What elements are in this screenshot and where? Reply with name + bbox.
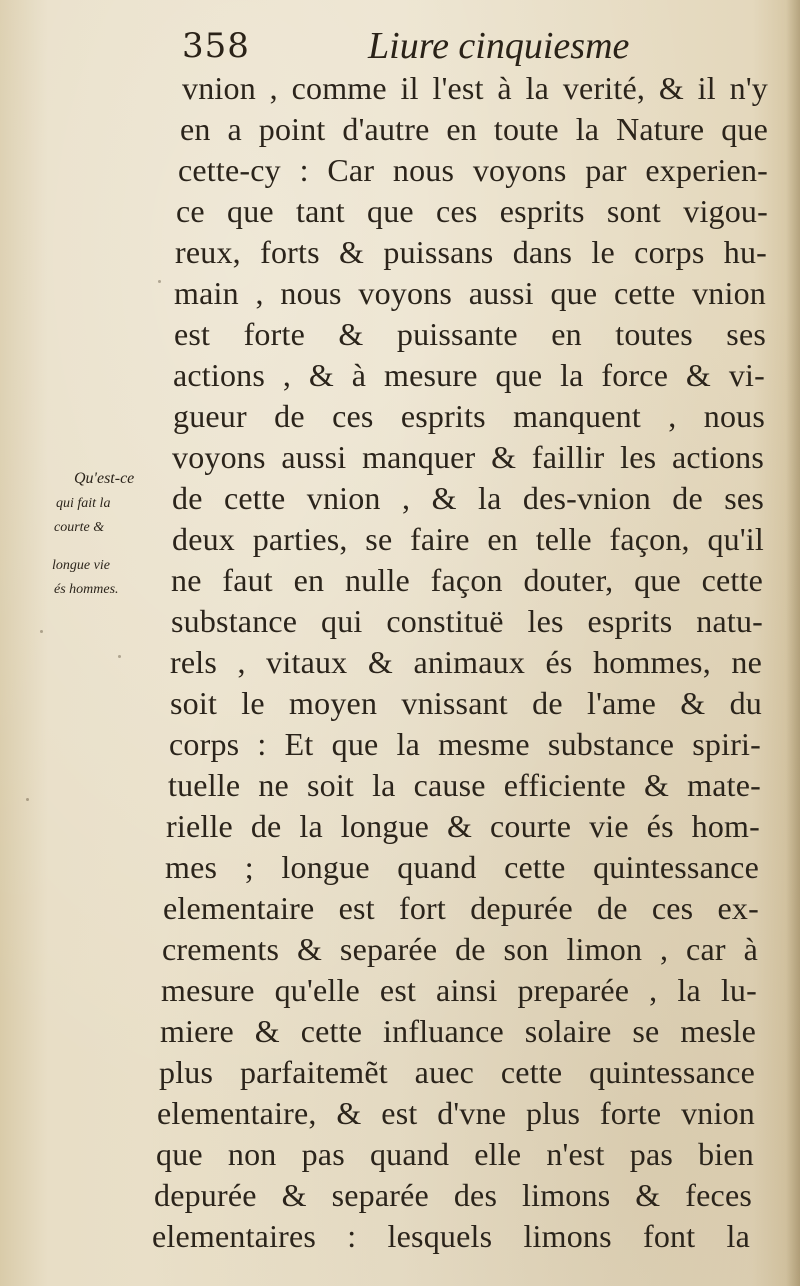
body-line: mes ; longue quand cette quintessance [165,849,759,885]
body-line: rels , vitaux & animaux és hommes, ne [170,644,762,680]
paper-speck [40,630,43,633]
running-title: Liure cinquiesme [368,25,630,67]
page-header [180,22,700,72]
margin-note [52,470,162,630]
paper-speck [26,798,29,801]
body-line: rielle de la longue & courte vie és hom- [166,808,760,844]
margin-note-line: és hommes. [54,582,119,597]
body-line: main , nous voyons aussi que cette vnion [174,275,766,311]
margin-note-line: longue vie [52,558,110,573]
body-line: en a point d'autre en toute la Nature que [180,111,768,147]
paper-speck [158,280,161,283]
body-line: gueur de ces esprits manquent , nous [173,398,765,434]
body-line: de cette vnion , & la des-vnion de ses [172,480,764,516]
margin-note-line: courte & [54,520,105,535]
body-line: soit le moyen vnissant de l'ame & du [170,685,762,721]
body-line: ce que tant que ces esprits sont vigou- [176,193,768,229]
main-text-block [148,70,768,1270]
page-edge-shadow [786,0,800,1286]
body-line: voyons aussi manquer & faillir les actions [172,439,764,475]
page-number: 358 [182,26,250,66]
paper-speck [118,655,121,658]
body-line: miere & cette influance solaire se mesle [160,1013,756,1049]
body-line: plus parfaitemẽt auec cette quintessance [159,1054,755,1090]
body-line: ne faut en nulle façon douter, que cette [171,562,763,598]
margin-note-line: Qu'est-ce [74,470,135,487]
body-line: que non pas quand elle n'est pas bien [156,1136,754,1172]
body-line: elementaire est fort depurée de ces ex- [163,890,759,926]
body-line: elementaires : lesquels limons font la [152,1218,750,1254]
body-line: elementaire, & est d'vne plus forte vnion [157,1095,755,1131]
body-line: corps : Et que la mesme substance spiri- [169,726,761,762]
body-line: substance qui constituë les esprits natu- [171,603,763,639]
body-line: cette-cy : Car nous voyons par experien- [178,152,768,188]
body-line: deux parties, se faire en telle façon, qu'il [172,521,764,557]
body-line: actions , & à mesure que la force & vi- [173,357,765,393]
body-line: reux, forts & puissans dans le corps hu- [175,234,767,270]
body-line: est forte & puissante en toutes ses [174,316,766,352]
body-line: mesure qu'elle est ainsi preparée , la lu- [161,972,757,1008]
margin-note-line: qui fait la [56,496,111,511]
body-line: depurée & separée des limons & feces [154,1177,752,1213]
body-line: vnion , comme il l'est à la verité, & il n'y [182,70,768,106]
body-line: crements & separée de son limon , car à [162,931,758,967]
body-line: tuelle ne soit la cause efficiente & mate- [168,767,761,803]
